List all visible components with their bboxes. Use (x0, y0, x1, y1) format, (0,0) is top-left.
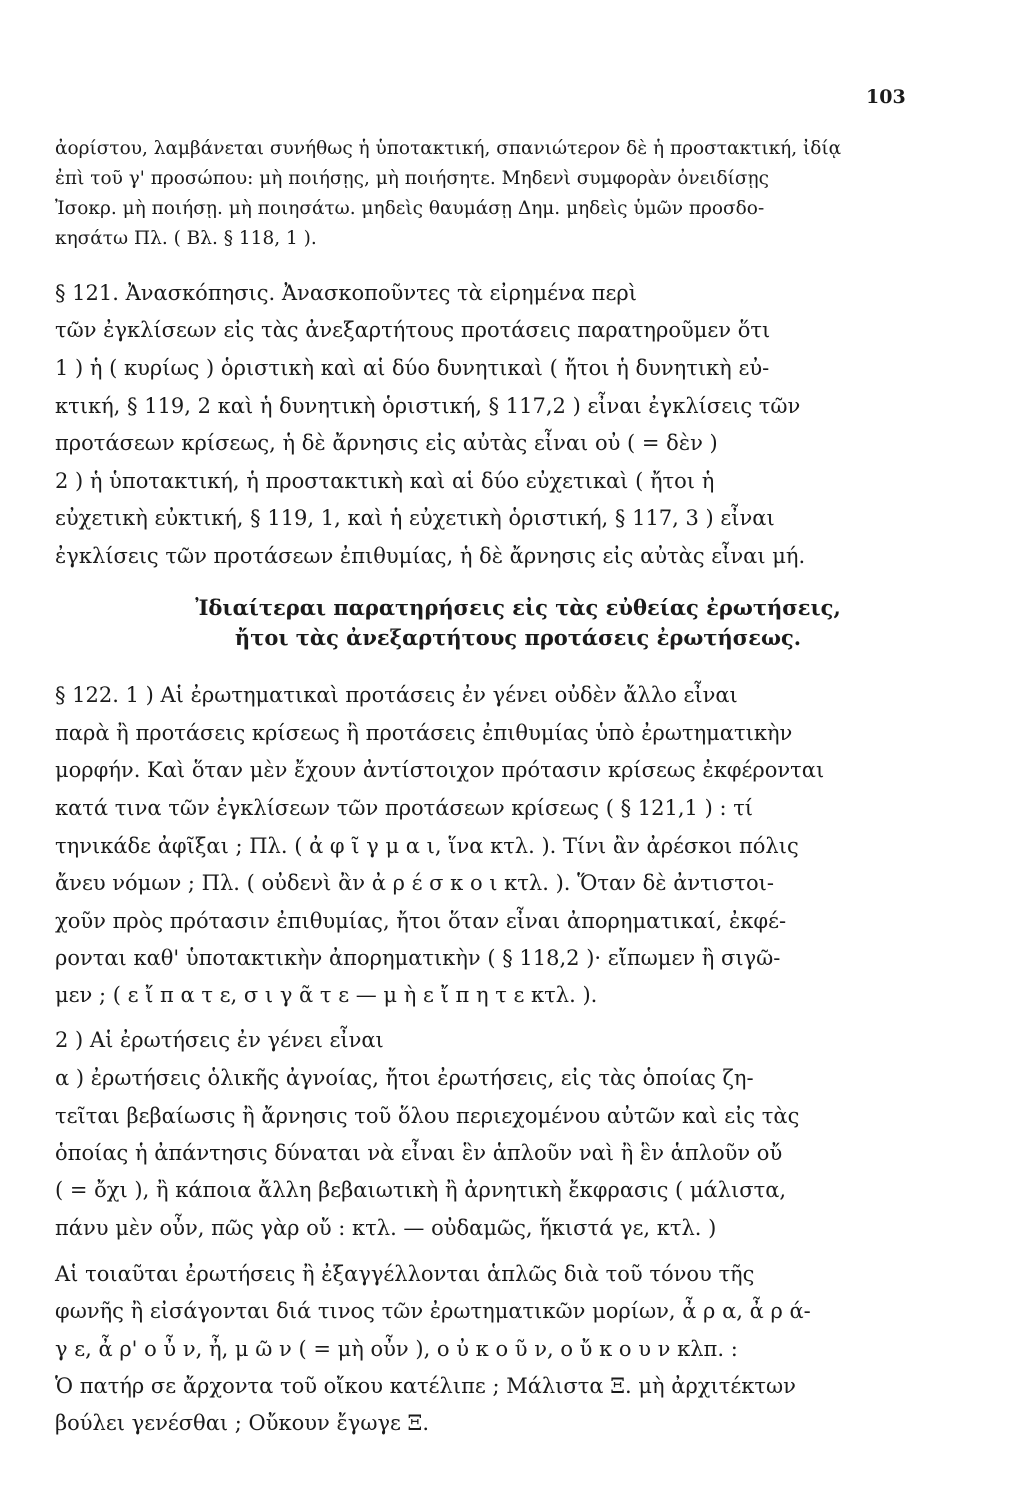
final-line: Ὁ πατήρ σε ἄρχοντα τοῦ οἴκου κατέλιπε ; Μάλιστα Ξ. μὴ ἀρχιτέκτων (55, 1374, 796, 1398)
section-122-line: 2 ) Αἱ ἐρωτήσεις ἐν γένει εἶναι (55, 1028, 384, 1052)
section-122-line: ὁποίας ἡ ἀπάντησις δύναται νὰ εἶναι ἓν ἁπλοῦν ναὶ ἢ ἓν ἁπλοῦν οὔ (55, 1141, 783, 1165)
section-122-line: μεν ; ( ε ἴ π α τ ε, σ ι γ ᾶ τ ε — μ ὴ ε ἴ π η τ ε κτλ. ). (55, 983, 598, 1007)
section-122-line: πάνυ μὲν οὖν, πῶς γὰρ οὔ : κτλ. — οὐδαμῶς, ἥκιστά γε, κτλ. ) (55, 1216, 717, 1240)
section-121-line: τῶν ἐγκλίσεων εἰς τὰς ἀνεξαρτήτους προτάσεις παρατηροῦμεν ὅτι (55, 318, 771, 342)
final-line: φωνῆς ἢ εἰσάγονται διά τινος τῶν ἐρωτηματικῶν μορίων, ἆ ρ α, ἆ ρ ά- (55, 1299, 811, 1323)
page-number: 103 (866, 86, 906, 108)
intro-line: Ἰσοκρ. μὴ ποιήσῃ. μὴ ποιησάτω. μηδεὶς θαυμάσῃ Δημ. μηδεὶς ὑμῶν προσδο- (55, 198, 765, 219)
section-121-line: κτική, § 119, 2 καὶ ἡ δυνητικὴ ὁριστική, § 117,2 ) εἶναι ἐγκλίσεις τῶν (55, 394, 801, 418)
section-122-line: ( = ὄχι ), ἢ κάποια ἄλλη βεβαιωτικὴ ἢ ἀρνητικὴ ἔκφρασις ( μάλιστα, (55, 1178, 787, 1202)
section-121-line: § 121. Ἀνασκόπησις. Ἀνασκοποῦντες τὰ εἰρημένα περὶ (55, 281, 637, 305)
intro-line: ἀορίστου, λαμβάνεται συνήθως ἡ ὑποτακτική, σπανιώτερον δὲ ἡ προστακτική, ἰδίᾳ (55, 138, 842, 159)
section-122-line: ρονται καθ' ὑποτακτικὴν ἀπορηματικὴν ( § 118,2 )· εἴπωμεν ἢ σιγῶ- (55, 946, 781, 970)
section-121-line: εὐχετικὴ εὐκτική, § 119, 1, καὶ ἡ εὐχετικὴ ὁριστική, § 117, 3 ) εἶναι (55, 506, 775, 530)
section-122-line: ἄνευ νόμων ; Πλ. ( οὐδενὶ ἂν ἀ ρ έ σ κ ο ι κτλ. ). Ὅταν δὲ ἀντιστοι- (55, 871, 774, 895)
final-line: βούλει γενέσθαι ; Οὔκουν ἔγωγε Ξ. (55, 1411, 430, 1435)
section-122-line: παρὰ ἢ προτάσεις κρίσεως ἢ προτάσεις ἐπιθυμίας ὑπὸ ἐρωτηματικὴν (55, 721, 793, 745)
section-heading: ἤτοι τὰς ἀνεξαρτήτους προτάσεις ἐρωτήσεως. (234, 625, 802, 650)
section-121-line: ἐγκλίσεις τῶν προτάσεων ἐπιθυμίας, ἡ δὲ ἄρνησις εἰς αὐτὰς εἶναι μή. (55, 544, 806, 568)
section-121-line: 2 ) ἡ ὑποτακτική, ἡ προστακτικὴ καὶ αἱ δύο εὐχετικαὶ ( ἤτοι ἡ (55, 469, 715, 493)
section-122-line: κατά τινα τῶν ἐγκλίσεων τῶν προτάσεων κρίσεως ( § 121,1 ) : τί (55, 796, 754, 820)
section-121-line: 1 ) ἡ ( κυρίως ) ὁριστικὴ καὶ αἱ δύο δυνητικαὶ ( ἤτοι ἡ δυνητικὴ εὐ- (55, 356, 770, 380)
section-122-line: τεῖται βεβαίωσις ἢ ἄρνησις τοῦ ὅλου περιεχομένου αὐτῶν καὶ εἰς τὰς (55, 1104, 800, 1128)
section-121-line: προτάσεων κρίσεως, ἡ δὲ ἄρνησις εἰς αὐτὰς εἶναι οὐ ( = δὲν ) (55, 431, 718, 455)
section-122-line: τηνικάδε ἀφῖξαι ; Πλ. ( ἀ φ ῖ γ μ α ι, ἵνα κτλ. ). Τίνι ἂν ἀρέσκοι πόλις (55, 834, 799, 858)
section-122-line: μορφήν. Καὶ ὅταν μὲν ἔχουν ἀντίστοιχον πρότασιν κρίσεως ἐκφέρονται (55, 758, 825, 782)
final-line: γ ε, ἆ ρ' ο ὖ ν, ἦ, μ ῶ ν ( = μὴ οὖν ), ο ὐ κ ο ῦ ν, ο ὔ κ ο υ ν κλπ. : (55, 1337, 738, 1361)
intro-line: ἐπὶ τοῦ γ' προσώπου: μὴ ποιήσῃς, μὴ ποιήσητε. Μηδενὶ συμφορὰν ὀνειδίσῃς (55, 168, 769, 189)
section-122-line: χοῦν πρὸς πρότασιν ἐπιθυμίας, ἤτοι ὅταν εἶναι ἀπορηματικαί, ἐκφέ- (55, 909, 787, 933)
section-heading: Ἰδιαίτεραι παρατηρήσεις εἰς τὰς εὐθείας ἐρωτήσεις, (195, 595, 841, 620)
final-line: Αἱ τοιαῦται ἐρωτήσεις ἢ ἐξαγγέλλονται ἁπλῶς διὰ τοῦ τόνου τῆς (55, 1262, 755, 1286)
intro-line: κησάτω Πλ. ( Βλ. § 118, 1 ). (55, 228, 317, 249)
section-122-line: α ) ἐρωτήσεις ὁλικῆς ἀγνοίας, ἤτοι ἐρωτήσεις, εἰς τὰς ὁποίας ζη- (55, 1066, 754, 1090)
section-122-line: § 122. 1 ) Αἱ ἐρωτηματικαὶ προτάσεις ἐν γένει οὐδὲν ἄλλο εἶναι (55, 683, 738, 707)
